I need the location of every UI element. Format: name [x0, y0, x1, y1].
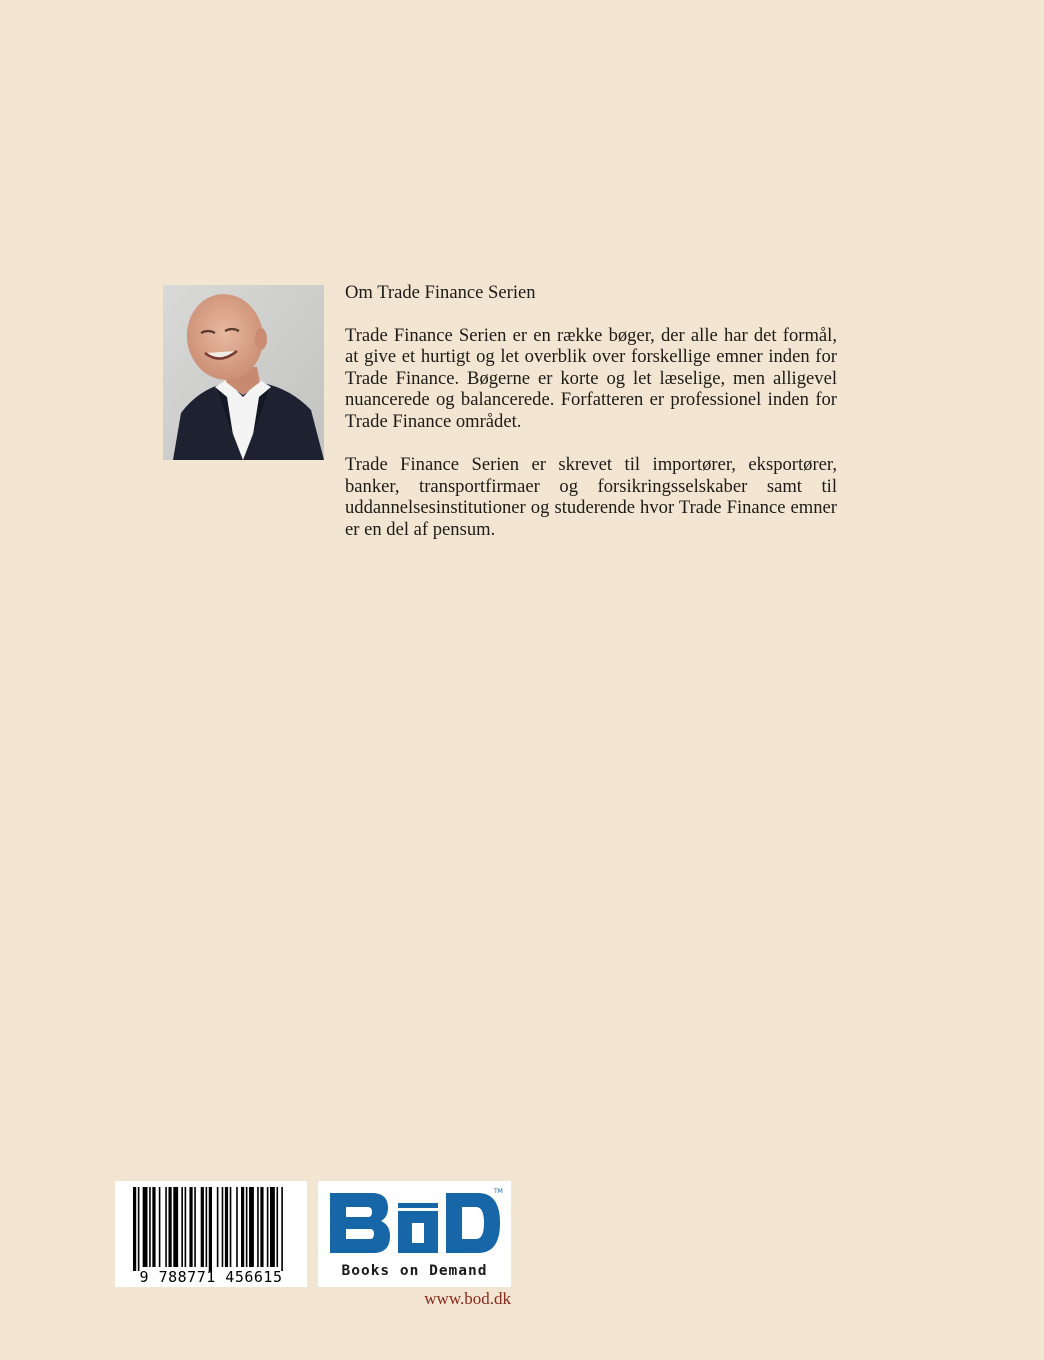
about-paragraph-2: Trade Finance Serien er skrevet til importører, eksportører, banker, transportfirmaer og forsikringsselskaber samt til uddannelsesinstitutioner og studerende hvor Trade Finance emner er en del af pensum.	[345, 454, 837, 540]
isbn-barcode	[115, 1181, 307, 1287]
barcode-bar	[246, 1187, 248, 1267]
barcode-bar	[181, 1187, 183, 1267]
publisher-logo	[318, 1181, 511, 1287]
barcode-bar	[257, 1187, 259, 1267]
barcode-bar	[185, 1187, 187, 1267]
barcode-bar	[260, 1187, 263, 1267]
barcode-bar	[209, 1187, 212, 1271]
about-paragraph-1: Trade Finance Serien er en række bøger, der alle har det formål, at give et hurtigt og let overblik over forskellige emner inden for Trade Finance. Bøgerne er korte og let læselige, men alligevel nuancerede og balancerede. Forfatteren er professionel inden for Trade Finance området.	[345, 324, 837, 432]
barcode-bar	[241, 1187, 244, 1267]
barcode-bar	[138, 1187, 140, 1271]
barcode-bar	[225, 1187, 228, 1267]
barcode-bar	[149, 1187, 151, 1267]
barcode-bar	[143, 1187, 148, 1267]
barcode-bar	[222, 1187, 224, 1267]
barcode-bar	[270, 1187, 275, 1267]
barcode-bar	[173, 1187, 178, 1267]
bod-logo-icon	[318, 1181, 511, 1263]
barcode-bar	[152, 1187, 155, 1267]
barcode-bar	[159, 1187, 161, 1267]
barcode-bar	[168, 1187, 171, 1267]
barcode-bar	[236, 1187, 238, 1267]
barcode-bar	[281, 1187, 283, 1271]
barcode-bar	[206, 1187, 208, 1267]
barcode-bar	[194, 1187, 196, 1267]
publisher-url[interactable]: www.bod.dk	[424, 1289, 511, 1308]
barcode-bar	[133, 1187, 136, 1271]
barcode-bar	[230, 1187, 232, 1267]
barcode-bar	[189, 1187, 192, 1267]
barcode-digits: 9 788771 456615	[139, 1268, 283, 1286]
about-heading: Om Trade Finance Serien	[345, 282, 536, 303]
publisher-tagline: Books on Demand	[341, 1263, 488, 1279]
barcode-bar	[201, 1187, 204, 1267]
barcode-bar	[267, 1187, 269, 1267]
svg-text:TM: TM	[494, 1188, 503, 1195]
barcode-bar	[249, 1187, 254, 1267]
about-series-text	[345, 282, 837, 562]
barcode-bar	[217, 1187, 219, 1267]
barcode-bar	[276, 1187, 278, 1267]
author-photo	[163, 285, 324, 460]
barcode-bar	[165, 1187, 167, 1267]
barcode-bars	[115, 1181, 307, 1271]
